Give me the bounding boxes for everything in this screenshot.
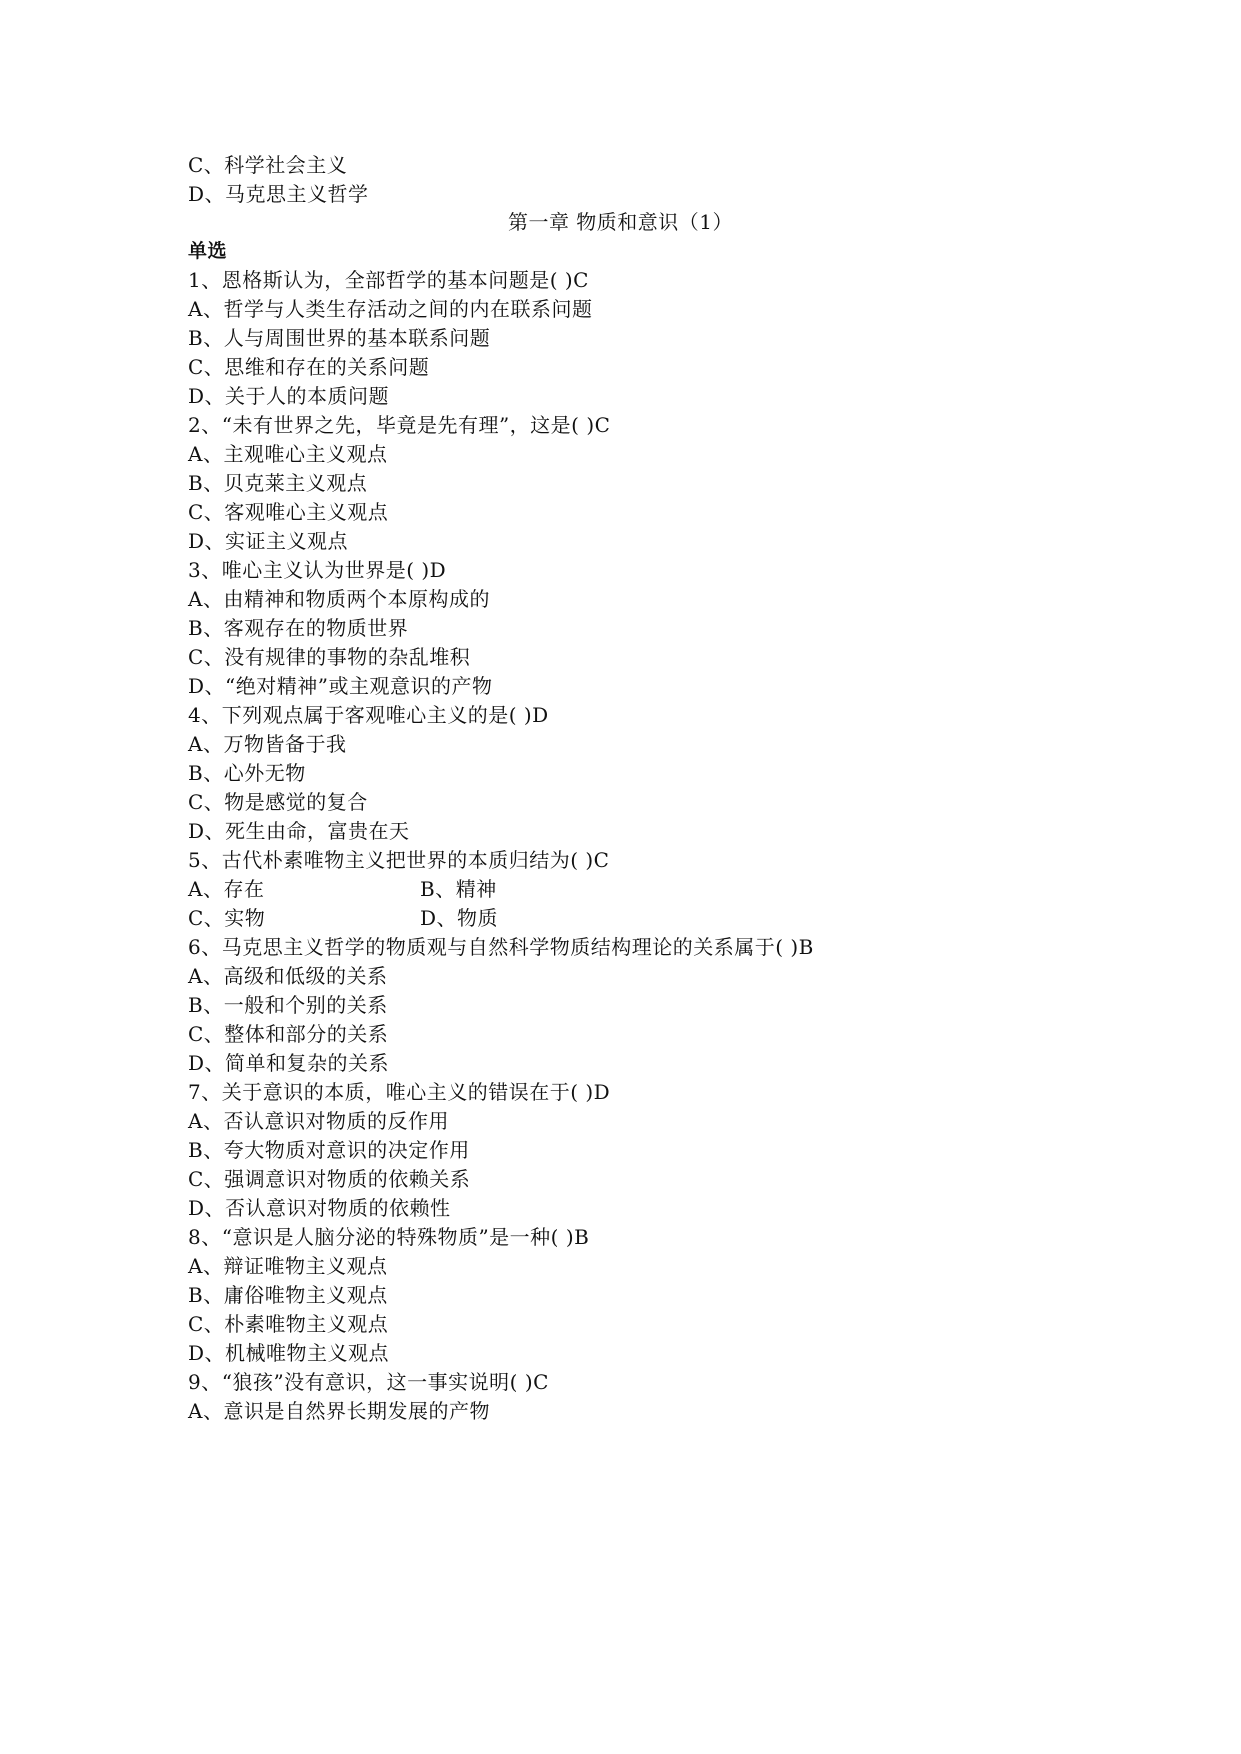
option-right: D、物质 (420, 906, 499, 930)
option-line: D、否认意识对物质的依赖性 (188, 1196, 451, 1220)
option-line: A、主观唯心主义观点 (188, 442, 388, 466)
option-line: C、科学社会主义 (188, 153, 348, 177)
option-line: D、实证主义观点 (188, 529, 349, 553)
question-line: 4、下列观点属于客观唯心主义的是( )D (188, 703, 549, 727)
option-left: A、存在 (188, 877, 265, 901)
option-left: C、实物 (188, 906, 266, 930)
option-line: A、意识是自然界长期发展的产物 (188, 1399, 490, 1423)
option-line: C、整体和部分的关系 (188, 1022, 389, 1046)
option-line: D、“绝对精神”或主观意识的产物 (188, 674, 493, 698)
option-line: B、夸大物质对意识的决定作用 (188, 1138, 470, 1162)
question-line: 1、恩格斯认为，全部哲学的基本问题是( )C (188, 268, 589, 292)
question-line: 3、唯心主义认为世界是( )D (188, 558, 447, 582)
chapter-title: 第一章 物质和意识（1） (507, 210, 734, 234)
option-line: C、没有规律的事物的杂乱堆积 (188, 645, 471, 669)
section-heading: 单选 (188, 240, 228, 262)
option-line: A、高级和低级的关系 (188, 964, 388, 988)
option-line: B、贝克莱主义观点 (188, 471, 368, 495)
option-line: B、一般和个别的关系 (188, 993, 388, 1017)
option-line: B、人与周围世界的基本联系问题 (188, 326, 491, 350)
option-row (188, 903, 788, 933)
question-line: 9、“狼孩”没有意识，这一事实说明( )C (188, 1370, 549, 1394)
option-line: A、否认意识对物质的反作用 (188, 1109, 449, 1133)
option-line: C、强调意识对物质的依赖关系 (188, 1167, 471, 1191)
question-line: 7、关于意识的本质，唯心主义的错误在于( )D (188, 1080, 611, 1104)
option-line: C、思维和存在的关系问题 (188, 355, 430, 379)
option-line: C、朴素唯物主义观点 (188, 1312, 389, 1336)
option-line: B、心外无物 (188, 761, 306, 785)
option-line: A、由精神和物质两个本原构成的 (188, 587, 490, 611)
question-line: 8、“意识是人脑分泌的特殊物质”是一种( )B (188, 1225, 590, 1249)
option-line: D、关于人的本质问题 (188, 384, 390, 408)
option-line: D、马克思主义哲学 (188, 182, 369, 206)
option-line: D、简单和复杂的关系 (188, 1051, 390, 1075)
option-line: A、万物皆备于我 (188, 732, 347, 756)
option-line: B、庸俗唯物主义观点 (188, 1283, 388, 1307)
option-line: D、死生由命，富贵在天 (188, 819, 410, 843)
option-right: B、精神 (420, 877, 497, 901)
option-line: C、客观唯心主义观点 (188, 500, 389, 524)
question-line: 5、古代朴素唯物主义把世界的本质归结为( )C (188, 848, 610, 872)
option-line: D、机械唯物主义观点 (188, 1341, 390, 1365)
question-line: 6、马克思主义哲学的物质观与自然科学物质结构理论的关系属于( )B (188, 935, 814, 959)
option-row (188, 874, 788, 904)
option-line: C、物是感觉的复合 (188, 790, 368, 814)
option-line: A、辩证唯物主义观点 (188, 1254, 388, 1278)
option-line: A、哲学与人类生存活动之间的内在联系问题 (188, 297, 593, 321)
question-line: 2、“未有世界之先，毕竟是先有理”，这是( )C (188, 413, 611, 437)
option-line: B、客观存在的物质世界 (188, 616, 409, 640)
